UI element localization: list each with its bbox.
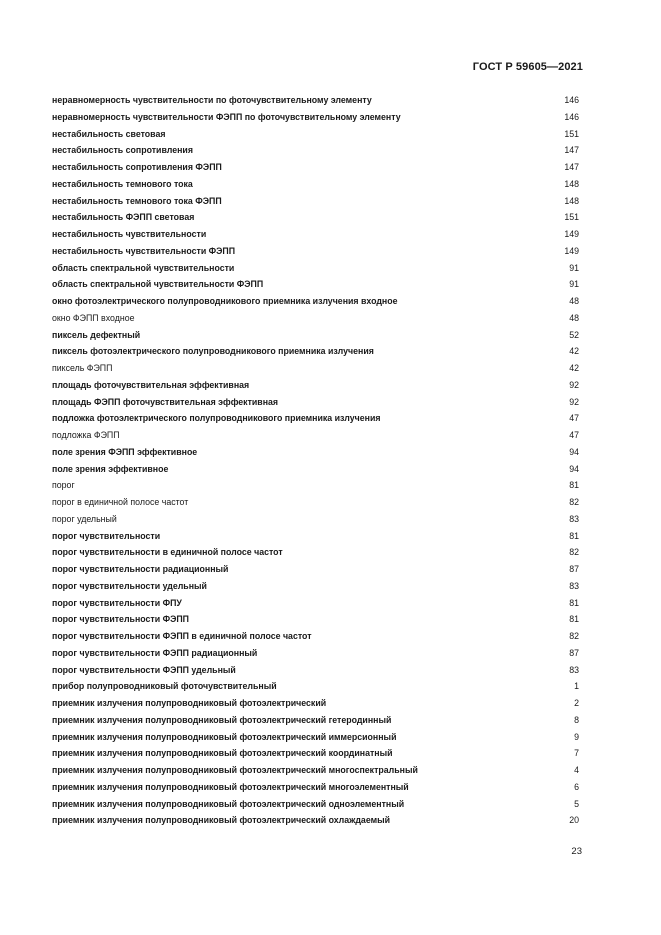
index-entry — [52, 497, 579, 514]
index-entry — [52, 263, 579, 280]
index-entry — [52, 581, 579, 598]
index-page-ref: 48 — [569, 312, 579, 323]
index-page-ref: 94 — [569, 463, 579, 474]
index-entry — [52, 748, 579, 765]
index-page-ref: 148 — [564, 195, 579, 206]
index-term: поле зрения эффективное — [52, 463, 169, 474]
index-term: нестабильность темнового тока ФЭПП — [52, 195, 222, 206]
index-page-ref: 81 — [569, 614, 579, 625]
index-page-ref: 47 — [569, 430, 579, 440]
page-number: 23 — [571, 846, 582, 857]
index-entry — [52, 648, 579, 665]
index-term: неравномерность чувствительности ФЭПП по фоточувствительному элементу — [52, 111, 401, 122]
index-entry — [52, 196, 579, 213]
index-page-ref: 8 — [574, 714, 579, 725]
index-entry — [52, 397, 579, 414]
index-entry — [52, 346, 579, 363]
index-term: нестабильность темнового тока — [52, 178, 193, 189]
index-entry — [52, 799, 579, 816]
index-term: порог чувствительности удельный — [52, 580, 207, 591]
index-page-ref: 146 — [564, 111, 579, 122]
index-entry — [52, 112, 579, 129]
index-page-ref: 2 — [574, 698, 579, 708]
index-term: порог удельный — [52, 513, 117, 524]
index-entry — [52, 732, 579, 749]
index-term: нестабильность чувствительности ФЭПП — [52, 245, 236, 256]
index-page-ref: 82 — [569, 497, 579, 507]
index-term: порог — [52, 480, 75, 491]
index-term: прибор полупроводниковый фоточувствительный — [52, 681, 277, 692]
index-entry — [52, 514, 579, 531]
index-entry — [52, 698, 579, 715]
index-entry — [52, 145, 579, 162]
index-page-ref: 42 — [569, 363, 579, 373]
index-term: порог чувствительности ФЭПП — [52, 614, 189, 625]
index-page-ref: 7 — [574, 748, 579, 759]
index-entry — [52, 631, 579, 648]
index-term: область спектральной чувствительности — [52, 262, 235, 273]
index-page-ref: 52 — [569, 329, 579, 340]
index-page-ref: 1 — [574, 681, 579, 692]
index-page-ref: 92 — [569, 379, 579, 390]
index-page-ref: 83 — [569, 580, 579, 591]
index-term: подложка ФЭПП — [52, 430, 120, 440]
index-term: порог чувствительности радиационный — [52, 564, 229, 574]
index-term: порог чувствительности — [52, 530, 161, 541]
index-term: порог чувствительности ФЭПП радиационный — [52, 647, 258, 658]
index-entry — [52, 413, 579, 430]
index-term: площадь фоточувствительная эффективная — [52, 379, 250, 390]
index-entry — [52, 95, 579, 112]
index-entry — [52, 547, 579, 564]
index-page-ref: 83 — [569, 664, 579, 675]
index-term: приемник излучения полупроводниковый фотоэлектрический — [52, 698, 327, 708]
index-term: подложка фотоэлектрического полупроводникового приемника излучения — [52, 413, 381, 424]
index-page-ref: 81 — [569, 530, 579, 541]
index-term: приемник излучения полупроводниковый фотоэлектрический координатный — [52, 748, 393, 759]
index-page-ref: 92 — [569, 396, 579, 407]
index-page-ref: 4 — [574, 765, 579, 775]
index-entry — [52, 129, 579, 146]
index-entry — [52, 179, 579, 196]
index-page-ref: 147 — [564, 162, 579, 172]
index-page-ref: 42 — [569, 346, 579, 357]
index-term: нестабильность чувствительности — [52, 229, 207, 239]
index-page-ref: 148 — [564, 178, 579, 189]
index-entry — [52, 330, 579, 347]
index-page-ref: 87 — [569, 564, 579, 574]
index-term: площадь ФЭПП фоточувствительная эффективная — [52, 396, 279, 407]
index-entry — [52, 681, 579, 698]
index-page-ref: 91 — [569, 279, 579, 290]
index-page-ref: 91 — [569, 262, 579, 273]
index-term: пиксель ФЭПП — [52, 363, 113, 373]
index-term: нестабильность сопротивления ФЭПП — [52, 162, 222, 172]
index-term: нестабильность сопротивления — [52, 145, 193, 156]
index-entry — [52, 598, 579, 615]
index-entry — [52, 212, 579, 229]
index-entry — [52, 665, 579, 682]
index-entry — [52, 765, 579, 782]
index-page-ref: 82 — [569, 631, 579, 641]
index-entry — [52, 531, 579, 548]
index-term: пиксель дефектный — [52, 329, 141, 340]
index-entry — [52, 430, 579, 447]
index-page-ref: 83 — [569, 513, 579, 524]
index-page-ref: 82 — [569, 547, 579, 558]
index-page-ref: 147 — [564, 145, 579, 156]
index-entry — [52, 564, 579, 581]
index-entry — [52, 815, 579, 832]
index-term: приемник излучения полупроводниковый фотоэлектрический иммерсионный — [52, 731, 397, 742]
index-page-ref: 146 — [564, 95, 579, 105]
index-page-ref: 94 — [569, 446, 579, 457]
index-entry — [52, 614, 579, 631]
index-page-ref: 81 — [569, 597, 579, 608]
alphabetical-index-list — [52, 95, 579, 832]
index-entry — [52, 715, 579, 732]
index-term: порог чувствительности в единичной полосе частот — [52, 547, 283, 558]
index-term: пиксель фотоэлектрического полупроводникового приемника излучения — [52, 346, 374, 357]
index-entry — [52, 782, 579, 799]
index-page-ref: 149 — [564, 229, 579, 239]
index-term: неравномерность чувствительности по фоточувствительному элементу — [52, 95, 372, 105]
index-entry — [52, 279, 579, 296]
index-term: порог чувствительности ФЭПП удельный — [52, 664, 236, 675]
index-term: приемник излучения полупроводниковый фотоэлектрический многоспектральный — [52, 765, 418, 775]
index-term: приемник излучения полупроводниковый фотоэлектрический многоэлементный — [52, 781, 409, 792]
index-term: окно фотоэлектрического полупроводникового приемника излучения входное — [52, 296, 398, 306]
index-term: приемник излучения полупроводниковый фотоэлектрический охлаждаемый — [52, 815, 391, 826]
index-page-ref: 9 — [574, 731, 579, 742]
index-page-ref: 151 — [564, 128, 579, 139]
index-term: приемник излучения полупроводниковый фотоэлектрический гетеродинный — [52, 714, 392, 725]
index-entry — [52, 480, 579, 497]
index-page-ref: 5 — [574, 798, 579, 809]
document-standard-header: ГОСТ Р 59605—2021 — [472, 61, 583, 73]
index-entry — [52, 313, 579, 330]
index-entry — [52, 447, 579, 464]
index-term: поле зрения ФЭПП эффективное — [52, 446, 198, 457]
index-term: область спектральной чувствительности ФЭПП — [52, 279, 264, 290]
index-term: порог чувствительности ФПУ — [52, 597, 182, 608]
index-entry — [52, 162, 579, 179]
index-term: приемник излучения полупроводниковый фотоэлектрический одноэлементный — [52, 798, 405, 809]
index-term: нестабильность ФЭПП световая — [52, 212, 195, 223]
index-page-ref: 48 — [569, 296, 579, 306]
index-page-ref: 149 — [564, 245, 579, 256]
index-term: нестабильность световая — [52, 128, 166, 139]
index-page-ref: 87 — [569, 647, 579, 658]
index-term: порог в единичной полосе частот — [52, 497, 189, 507]
index-page-ref: 47 — [569, 413, 579, 424]
index-entry — [52, 296, 579, 313]
index-entry — [52, 229, 579, 246]
index-entry — [52, 363, 579, 380]
index-term: окно ФЭПП входное — [52, 312, 135, 323]
index-page-ref: 6 — [574, 781, 579, 792]
index-page-ref: 20 — [569, 815, 579, 826]
index-page-ref: 81 — [569, 480, 579, 491]
index-entry — [52, 380, 579, 397]
index-term: порог чувствительности ФЭПП в единичной полосе частот — [52, 631, 312, 641]
index-page-ref: 151 — [564, 212, 579, 223]
index-entry — [52, 246, 579, 263]
index-entry — [52, 464, 579, 481]
